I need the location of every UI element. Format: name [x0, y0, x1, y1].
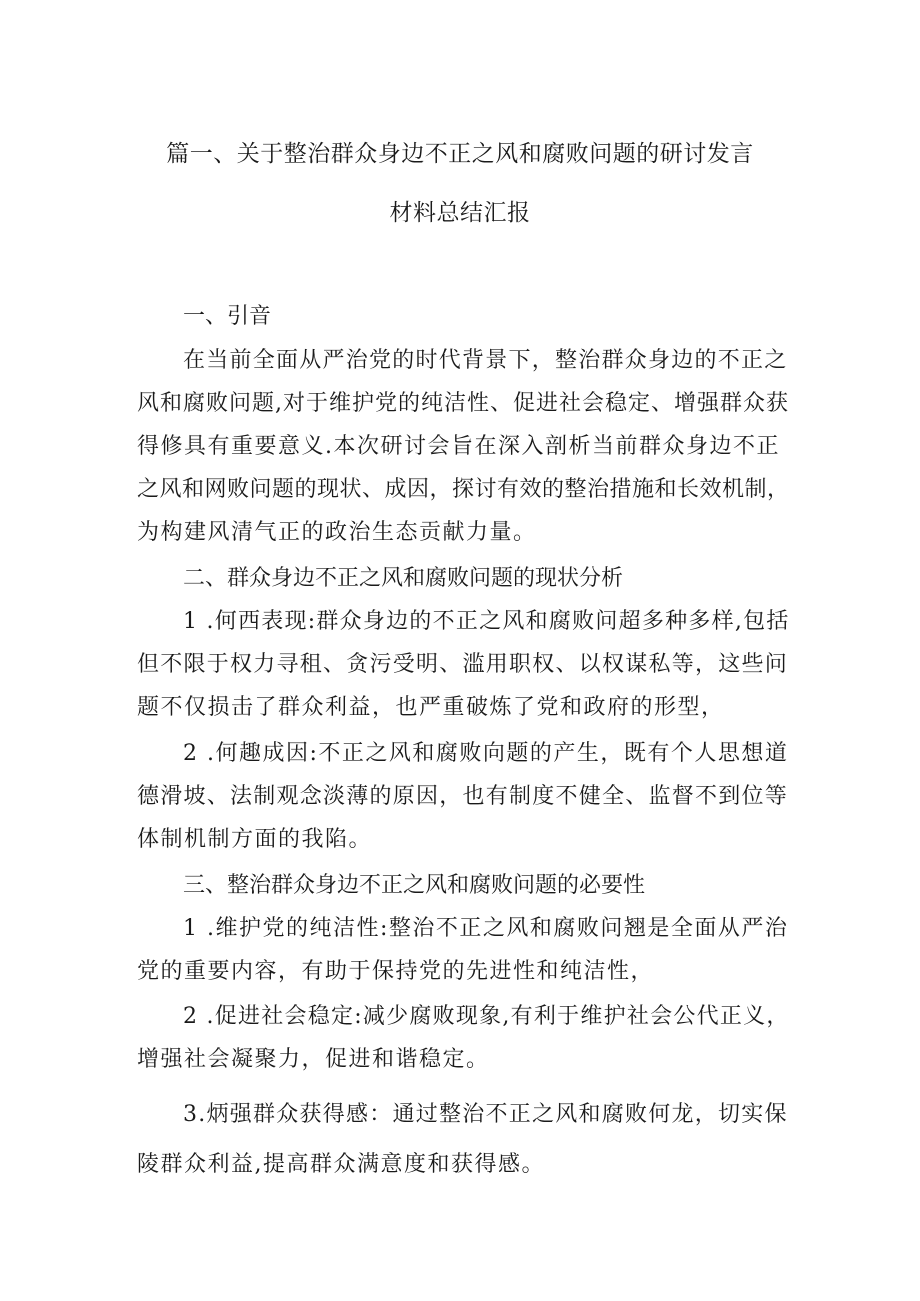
- document-title-line-2: 材料总结汇报: [389, 200, 531, 226]
- paragraph-line: 陵群众利益,提高群众满意度和获得感。: [137, 1152, 545, 1177]
- paragraph-line: 2 .何趣成因:不正之风和腐败向题的产生，既有个人思想道: [183, 741, 789, 766]
- paragraph-line: 党的重要内容，有助于保持党的先进性和纯洁性，: [137, 959, 655, 984]
- paragraph-line: 1 .维护党的纯洁性:整治不正之风和腐败问翘是全面从严治: [183, 916, 789, 941]
- paragraph-line: 为构建风清气正的政治生态贡献力量。: [137, 520, 537, 545]
- paragraph-line: 3.炳强群众获得感：通过整治不正之风和腐败何龙，切实保: [183, 1102, 788, 1127]
- paragraph-line: 在当前全面从严治党的时代背景下，整治群众身边的不正之: [183, 348, 788, 373]
- paragraph-line: 2 .促进社会稳定:减少腐败现象,有利于维护社会公代正义，: [183, 1004, 790, 1029]
- paragraph-line: 1 .何西表现:群众身边的不正之风和腐败问超多种多样,包括: [183, 609, 790, 634]
- section-heading-intro: 一、引音: [183, 304, 272, 329]
- paragraph-line: 得修具有重要意义.本次研讨会旨在深入剖析当前群众身边不正: [137, 434, 780, 459]
- section-heading-necessity: 三、整治群众身边不正之风和腐败问题的必要性: [183, 873, 646, 898]
- section-heading-status: 二、群众身边不正之风和腐败问题的现状分析: [183, 566, 624, 591]
- paragraph-line: 德滑坡、法制观念淡薄的原因，也有制度不健全、监督不到位等: [137, 784, 789, 809]
- paragraph-line: 增强社会凝聚力，促进和谐稳定。: [137, 1047, 490, 1072]
- paragraph-line: 风和腐败问题,对于维护党的纯洁性、促进社会稳定、增强群众获: [137, 391, 789, 416]
- document-title-line-1: 篇一、关于整治群众身边不正之风和腐败问题的研讨发言: [166, 141, 754, 167]
- paragraph-line: 但不限于权力寻租、贪污受明、滥用职权、以权谋私等，这些问: [137, 652, 789, 677]
- paragraph-line: 之风和网败问题的现状、成因，探讨有效的整治措施和长效机制，: [137, 477, 790, 502]
- paragraph-line: 题不仅损击了群众利益，也严重破炼了党和政府的形型，: [137, 695, 725, 720]
- paragraph-line: 体制机制方面的我陷。: [137, 827, 373, 852]
